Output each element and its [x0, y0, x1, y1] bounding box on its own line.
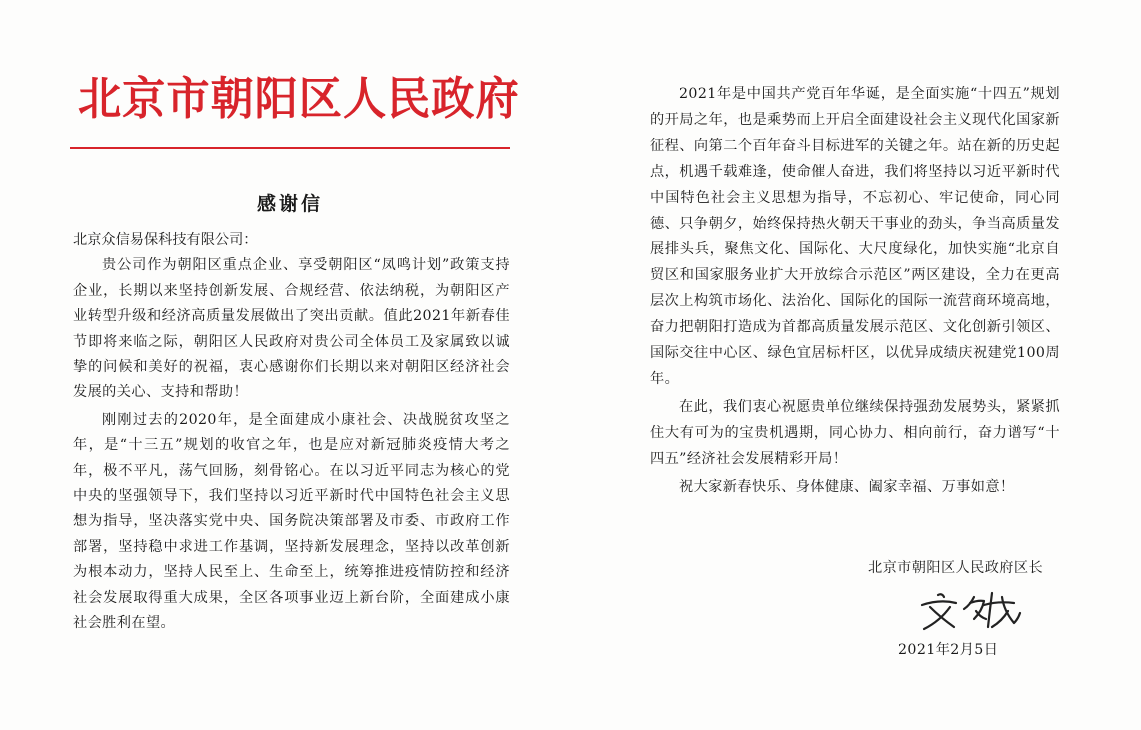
letter-salutation: 北京众信易保科技有限公司：	[73, 232, 258, 248]
letter-right-column	[650, 82, 1060, 503]
handwritten-signature	[916, 587, 1026, 633]
letterhead-red-rule	[70, 147, 510, 149]
letter-paragraph: 贵公司作为朝阳区重点企业、享受朝阳区“凤鸣计划”政策支持企业，长期以来坚持创新发展、合规经营、依法纳税，为朝阳区产业转型升级和经济高质量发展做出了突出贡献。值此2021年新春佳节即将来临之际，朝阳区人民政府对贵公司全体员工及家属致以诚挚的问候和美好的祝福，衷心感谢你们长期以来对朝阳区经济社会发展的关心、支持和帮助！	[73, 257, 510, 401]
letter-paragraph: 刚刚过去的2020年，是全面建成小康社会、决战脱贫攻坚之年，是“十三五”规划的收官之年，也是应对新冠肺炎疫情大考之年，极不平凡，荡气回肠，刻骨铭心。在以习近平同志为核心的党中央的坚强领导下，我们坚持以习近平新时代中国特色社会主义思想为指导，坚决落实党中央、国务院决策部署及市委、市政府工作部署，坚持稳中求进工作基调，坚持新发展理念，坚持以改革创新为根本动力，坚持人民至上、生命至上，统筹推进疫情防控和经济社会发展取得重大成果，全区各项事业迈上新台阶，全面建成小康社会胜利在望。	[73, 411, 510, 632]
letter-date: 2021年2月5日	[898, 642, 999, 658]
letter-paragraph: 祝大家新春快乐、身体健康、阖家幸福、万事如意！	[679, 478, 1015, 495]
letterhead-title: 北京市朝阳区人民政府	[78, 72, 520, 125]
letter-paragraph: 2021年是中国共产党百年华诞，是全面实施“十四五”规划的开局之年，也是乘势而上开启全面建设社会主义现代化国家新征程、向第二个百年奋斗目标进军的关键之年。站在新的历史起点，机遇千载难逢，使命催人奋进，我们将坚持以习近平新时代中国特色社会主义思想为指导，不忘初心、牢记使命，同心同德、只争朝夕，始终保持热火朝天干事业的劲头，争当高质量发展排头兵，聚焦文化、国际化、大尺度绿化，加快实施“北京自贸区和国家服务业扩大开放综合示范区”两区建设，全力在更高层次上构筑市场化、法治化、国际化的国际一流营商环境高地，奋力把朝阳打造成为首都高质量发展示范区、文化创新引领区、国际交往中心区、绿色宜居标杆区，以优异成绩庆祝建党100周年。	[650, 86, 1060, 387]
letter-paragraph: 在此，我们衷心祝愿贵单位继续保持强劲发展势头，紧紧抓住大有可为的宝贵机遇期，同心协力、相向前行，奋力谱写“十四五”经济社会发展精彩开局！	[650, 398, 1060, 467]
signatory-title: 北京市朝阳区人民政府区长	[868, 560, 1044, 576]
letter-left-column	[70, 50, 520, 639]
letter-title: 感谢信	[256, 193, 323, 215]
signature-block	[868, 557, 1068, 658]
